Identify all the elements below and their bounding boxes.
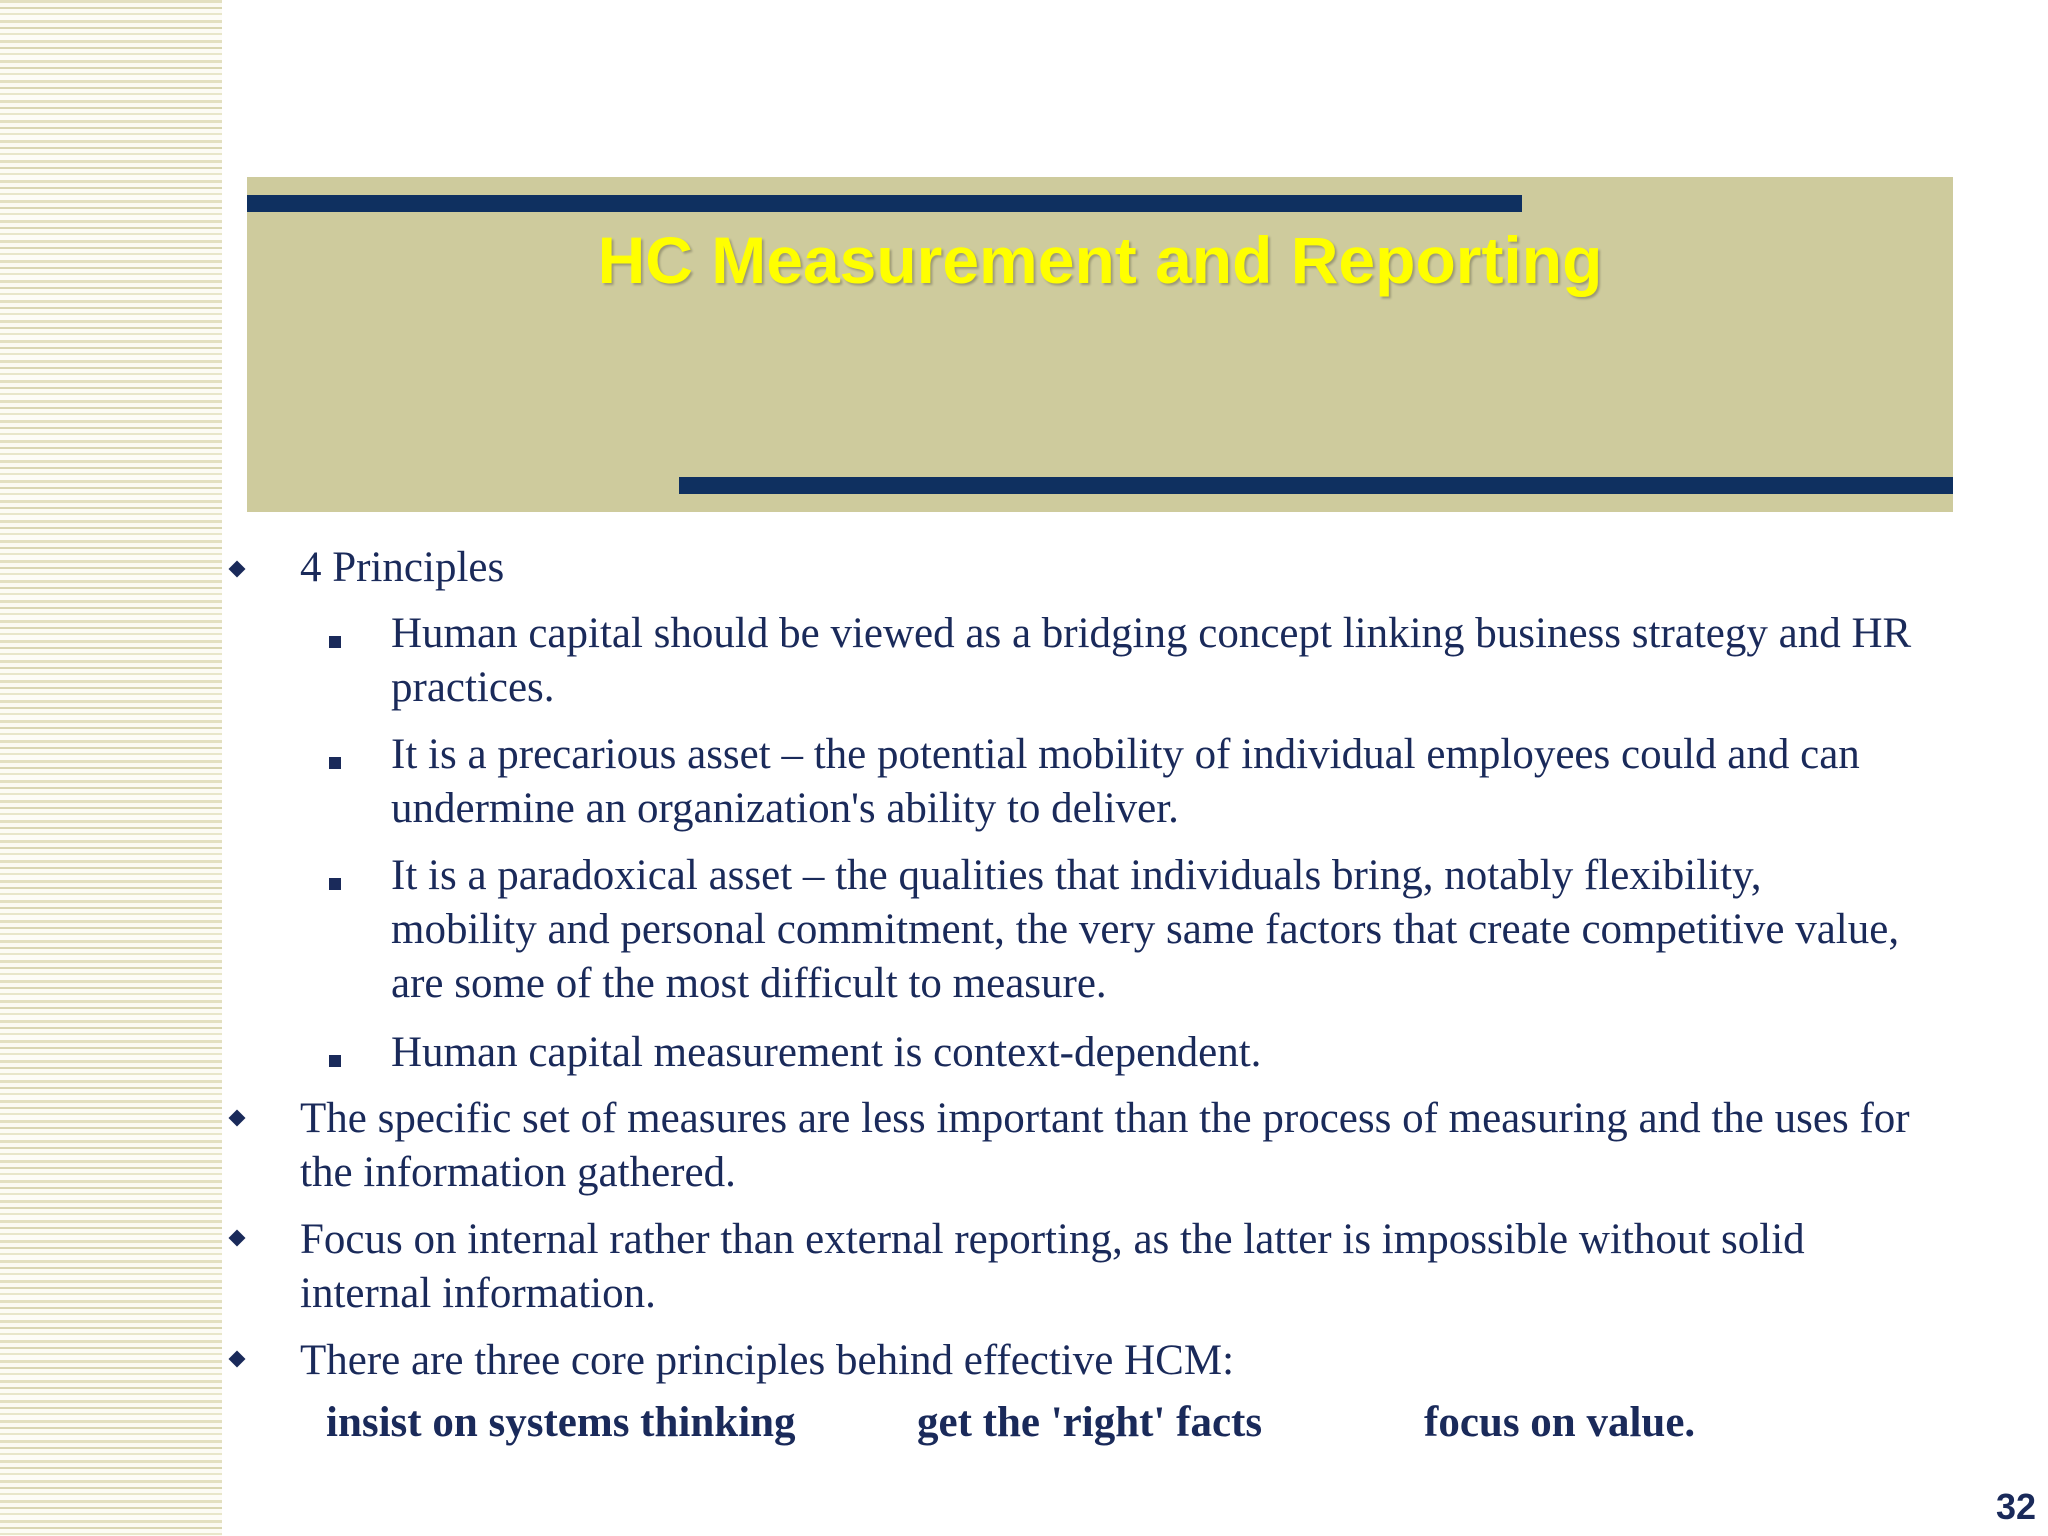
- core-principle: focus on value.: [1424, 1399, 1696, 1446]
- diamond-bullet-icon: [229, 1110, 246, 1127]
- decorative-stripes: [0, 0, 222, 1536]
- title-bar-bottom: [679, 477, 1953, 494]
- title-bar-top: [247, 195, 1522, 212]
- bullet-item: There are three core principles behind effective HCM:: [300, 1337, 1235, 1384]
- diamond-bullet-icon: [229, 1351, 246, 1368]
- diamond-bullet-icon: [229, 1230, 246, 1247]
- diamond-bullet-icon: [229, 561, 246, 578]
- page-number: 32: [1995, 1486, 2036, 1527]
- square-bullet-icon: [329, 1055, 341, 1067]
- slide-title: HC Measurement and Reporting: [597, 223, 1603, 297]
- square-bullet-icon: [329, 636, 341, 648]
- sub-bullet-item: Human capital measurement is context-dependent.: [391, 1029, 1262, 1076]
- sub-bullet-item: It is a paradoxical asset – the qualities that individuals bring, notably flexibility, mobility and personal commitment, the very same factors that create competitive value, are some of the most difficult to measure.: [391, 852, 1900, 1007]
- bullet-item: 4 Principles: [300, 544, 505, 591]
- bullet-item: The specific set of measures are less important than the process of measuring and the uses for the information gathered.: [300, 1095, 1910, 1196]
- square-bullet-icon: [329, 757, 341, 769]
- sub-bullet-item: It is a precarious asset – the potential mobility of individual employees could and can undermine an organization's ability to deliver.: [391, 731, 1860, 832]
- bullet-item: Focus on internal rather than external reporting, as the latter is impossible without solid internal information.: [300, 1216, 1805, 1317]
- square-bullet-icon: [329, 878, 341, 890]
- core-principle: insist on systems thinking: [326, 1399, 796, 1446]
- core-principle: get the 'right' facts: [917, 1399, 1263, 1446]
- sub-bullet-item: Human capital should be viewed as a bridging concept linking business strategy and HR practices.: [391, 610, 1912, 711]
